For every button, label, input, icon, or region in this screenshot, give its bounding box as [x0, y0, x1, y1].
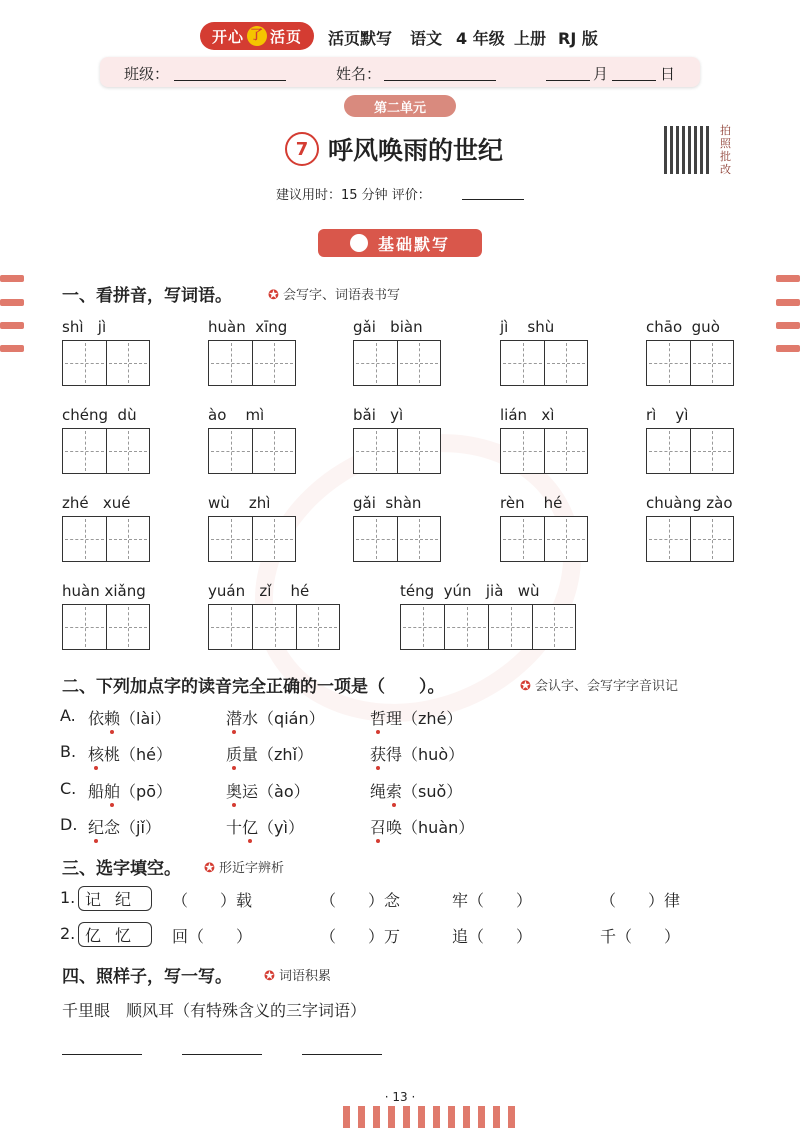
- grid-cell[interactable]: [106, 516, 150, 562]
- pinyin-label: lián xì: [500, 406, 555, 424]
- side-bar: [776, 275, 800, 282]
- grid-cell[interactable]: [690, 340, 734, 386]
- pinyin-label: zhé xué: [62, 494, 131, 512]
- q4-tag: [264, 965, 331, 984]
- grid-cell[interactable]: [252, 428, 296, 474]
- option-word: [88, 706, 171, 729]
- writing-grid[interactable]: [353, 428, 441, 474]
- grid-cell[interactable]: [208, 428, 252, 474]
- word-pinyin: （jǐ）: [120, 818, 161, 837]
- grid-cell[interactable]: [488, 604, 532, 650]
- grid-cell[interactable]: [646, 340, 690, 386]
- option-label[interactable]: D.: [60, 815, 78, 834]
- grid-cell[interactable]: [62, 340, 106, 386]
- q2-tag-text: 会认字、会写字字音识记: [535, 679, 679, 694]
- writing-grid[interactable]: [62, 428, 150, 474]
- grid-cell[interactable]: [544, 516, 588, 562]
- word-pinyin: （suǒ）: [402, 782, 463, 801]
- footer-bar: [463, 1106, 470, 1128]
- word-char: 十: [226, 818, 243, 837]
- writing-grid[interactable]: [62, 516, 150, 562]
- option-word: [370, 706, 462, 729]
- grid-cell[interactable]: [397, 516, 441, 562]
- option-word: [370, 815, 474, 838]
- q3-row2-num: 2.: [60, 924, 76, 943]
- class-field[interactable]: [174, 80, 286, 81]
- option-word: [226, 742, 313, 765]
- q3-title: 三、选字填空。: [62, 859, 181, 879]
- q3-row1-choice: [78, 886, 152, 911]
- grid-cell[interactable]: [500, 516, 544, 562]
- brand-right: 活页: [270, 27, 303, 46]
- pinyin-label: jì shù: [500, 318, 555, 336]
- grid-cell[interactable]: [500, 428, 544, 474]
- word-char: 核: [88, 745, 105, 764]
- timing-text: 建议用时：15 分钟 评价：: [276, 188, 431, 203]
- info-bar: [100, 57, 700, 87]
- side-bar: [776, 345, 800, 352]
- footer-bar: [358, 1106, 365, 1128]
- q4-example: 千里眼 顺风耳（有特殊含义的三字词语）: [62, 1001, 367, 1020]
- word-pinyin: （zhé）: [402, 709, 463, 728]
- option-label[interactable]: B.: [60, 742, 77, 761]
- q1-title: 一、看拼音，写词语。: [62, 286, 232, 306]
- grid-cell[interactable]: [397, 428, 441, 474]
- footer-bar: [448, 1106, 455, 1128]
- pinyin-label: téng yún jià wù: [400, 582, 540, 600]
- lesson-number: 7: [285, 132, 319, 166]
- grid-cell[interactable]: [690, 516, 734, 562]
- pinyin-label: gǎi biàn: [353, 318, 423, 336]
- day-field[interactable]: [612, 80, 656, 81]
- star-icon: ✪: [268, 288, 284, 303]
- grid-cell[interactable]: [208, 516, 252, 562]
- pinyin-label: yuán zǐ hé: [208, 582, 310, 600]
- footer-bar: [373, 1106, 380, 1128]
- grid-cell[interactable]: [532, 604, 576, 650]
- footer-bar: [508, 1106, 515, 1128]
- star-icon: ✪: [264, 969, 280, 984]
- grid-cell[interactable]: [353, 428, 397, 474]
- grid-cell[interactable]: [646, 516, 690, 562]
- fill-blank-item[interactable]: 追（ ）: [452, 927, 533, 946]
- answer-line[interactable]: [302, 1054, 382, 1055]
- option-label[interactable]: C.: [60, 779, 77, 798]
- side-bar: [776, 299, 800, 306]
- grid-cell[interactable]: [208, 340, 252, 386]
- q4-title: 四、照样子，写一写。: [62, 967, 232, 987]
- writing-grid[interactable]: [500, 428, 588, 474]
- grid-cell[interactable]: [500, 340, 544, 386]
- star-icon: ✪: [204, 861, 220, 876]
- pinyin-label: rì yì: [646, 406, 689, 424]
- grid-cell[interactable]: [252, 340, 296, 386]
- word-char: 绳: [370, 782, 387, 801]
- q3-row1-num: 1.: [60, 888, 76, 907]
- pinyin-label: wù zhì: [208, 494, 271, 512]
- fill-blank-item[interactable]: （ ）万: [320, 927, 401, 946]
- grid-cell[interactable]: [106, 428, 150, 474]
- writing-grid[interactable]: [208, 516, 296, 562]
- word-char: 舶: [104, 782, 121, 801]
- q3-tag-text: 形近字辨析: [219, 861, 285, 876]
- grid-cell[interactable]: [353, 340, 397, 386]
- option-word: [88, 742, 172, 765]
- word-char: 质: [226, 745, 243, 764]
- footer-bar: [433, 1106, 440, 1128]
- grid-cell[interactable]: [62, 516, 106, 562]
- writing-grid[interactable]: [62, 340, 150, 386]
- grid-cell[interactable]: [444, 604, 488, 650]
- q2-title: 二、下列加点字的读音完全正确的一项是（ ）。: [62, 677, 445, 697]
- qr-caption: 拍照批改: [720, 124, 731, 176]
- word-pinyin: （ào）: [258, 782, 310, 801]
- grid-cell[interactable]: [252, 604, 296, 650]
- grid-cell[interactable]: [400, 604, 444, 650]
- word-char: 潜: [226, 709, 243, 728]
- grid-cell[interactable]: [544, 340, 588, 386]
- brand-left: 开心: [211, 27, 244, 46]
- word-char: 获: [370, 745, 387, 764]
- word-pinyin: （pō）: [120, 782, 172, 801]
- month-field[interactable]: [546, 80, 590, 81]
- word-char: 纪: [88, 818, 105, 837]
- grid-cell[interactable]: [62, 604, 106, 650]
- word-char: 召: [370, 818, 387, 837]
- timing-line: [276, 184, 431, 203]
- word-char: 哲: [370, 709, 387, 728]
- footer-bar: [388, 1106, 395, 1128]
- q1-tag-text: 会写字、词语表书写: [283, 288, 401, 303]
- writing-grid[interactable]: [646, 340, 734, 386]
- section-badge: [318, 229, 482, 257]
- writing-grid[interactable]: [353, 340, 441, 386]
- star-icon: ✪: [520, 679, 536, 694]
- word-pinyin: （huò）: [402, 745, 465, 764]
- grid-cell[interactable]: [353, 516, 397, 562]
- pinyin-label: ào mì: [208, 406, 265, 424]
- pinyin-label: huàn xīng: [208, 318, 288, 336]
- evaluation-field[interactable]: [462, 199, 524, 200]
- footer-bar: [418, 1106, 425, 1128]
- side-bar: [0, 275, 24, 282]
- section-title: 基础默写: [377, 234, 450, 254]
- grid-cell[interactable]: [106, 604, 150, 650]
- name-label: 姓名：: [336, 65, 382, 83]
- word-char: 得: [386, 745, 403, 764]
- grid-cell[interactable]: [690, 428, 734, 474]
- brand-logo: [200, 22, 314, 50]
- word-char: 唤: [386, 818, 403, 837]
- term-label: 上册: [514, 29, 547, 48]
- pinyin-label: huàn xiǎng: [62, 582, 146, 600]
- word-char: 奥: [226, 782, 243, 801]
- side-bar: [776, 322, 800, 329]
- option-word: [226, 779, 310, 802]
- writing-grid[interactable]: [208, 604, 340, 650]
- day-label: 日: [660, 65, 676, 83]
- writing-grid[interactable]: [646, 516, 734, 562]
- word-pinyin: （lài）: [120, 709, 171, 728]
- option-word: [370, 742, 464, 765]
- word-char: 船: [88, 782, 105, 801]
- q2-tag: [520, 675, 678, 694]
- word-char: 依: [88, 709, 105, 728]
- word-char: 桃: [104, 745, 121, 764]
- month-label: 月: [593, 65, 609, 83]
- grid-cell[interactable]: [252, 516, 296, 562]
- pinyin-label: chuàng zào: [646, 494, 733, 512]
- side-bar: [0, 345, 24, 352]
- writing-grid[interactable]: [208, 340, 296, 386]
- q4-tag-text: 词语积累: [279, 969, 332, 984]
- writing-grid[interactable]: [353, 516, 441, 562]
- footer-bar: [403, 1106, 410, 1128]
- footer-bar: [478, 1106, 485, 1128]
- fill-blank-item[interactable]: （ ）律: [600, 891, 681, 910]
- grid-cell[interactable]: [296, 604, 340, 650]
- side-bar: [0, 322, 24, 329]
- writing-grid[interactable]: [62, 604, 150, 650]
- fill-blank-item[interactable]: （ ）念: [320, 891, 401, 910]
- brand-mark-icon: 了: [247, 26, 267, 46]
- fill-blank-item[interactable]: 回（ ）: [172, 927, 253, 946]
- option-label[interactable]: A.: [60, 706, 76, 725]
- writing-grid[interactable]: [646, 428, 734, 474]
- choice-box: 亿忆: [78, 922, 152, 947]
- word-pinyin: （hé）: [120, 745, 173, 764]
- word-char: 赖: [104, 709, 121, 728]
- fill-blank-item[interactable]: 牢（ ）: [452, 891, 533, 910]
- q3-tag: [204, 857, 284, 876]
- word-pinyin: （zhǐ）: [258, 745, 314, 764]
- choice-box: 记纪: [78, 886, 152, 911]
- pinyin-label: shì jì: [62, 318, 107, 336]
- word-char: 索: [386, 782, 403, 801]
- grade-label: 4 年级: [456, 29, 505, 48]
- grid-cell[interactable]: [208, 604, 252, 650]
- pinyin-label: chāo guò: [646, 318, 720, 336]
- lesson-title: 呼风唤雨的世纪: [328, 136, 504, 165]
- word-char: 水: [242, 709, 259, 728]
- grid-cell[interactable]: [106, 340, 150, 386]
- pinyin-label: gǎi shàn: [353, 494, 422, 512]
- pinyin-label: rèn hé: [500, 494, 563, 512]
- footer-bar: [493, 1106, 500, 1128]
- word-char: 亿: [242, 818, 259, 837]
- q3-row2-choice: [78, 922, 152, 947]
- writing-grid[interactable]: [400, 604, 576, 650]
- pinyin-label: chéng dù: [62, 406, 137, 424]
- series-label: 活页默写: [328, 29, 393, 48]
- writing-grid[interactable]: [500, 340, 588, 386]
- name-field[interactable]: [384, 80, 496, 81]
- footer-bars: [343, 1106, 515, 1128]
- subject-label: 语文: [410, 29, 443, 48]
- grid-cell[interactable]: [62, 428, 106, 474]
- page-number: · 13 ·: [384, 1090, 416, 1104]
- q1-tag: [268, 284, 400, 303]
- footer-bar: [343, 1106, 350, 1128]
- word-char: 量: [242, 745, 259, 764]
- answer-line[interactable]: [182, 1054, 262, 1055]
- magnifier-icon: [350, 234, 368, 252]
- grid-cell[interactable]: [397, 340, 441, 386]
- answer-line[interactable]: [62, 1054, 142, 1055]
- word-char: 运: [242, 782, 259, 801]
- unit-badge: 第二单元: [344, 95, 456, 117]
- word-char: 念: [104, 818, 121, 837]
- grid-cell[interactable]: [646, 428, 690, 474]
- fill-blank-item[interactable]: 千（ ）: [600, 927, 681, 946]
- qr-code-icon[interactable]: [664, 126, 712, 174]
- side-bar: [0, 299, 24, 306]
- option-word: [226, 706, 325, 729]
- word-pinyin: （huàn）: [402, 818, 475, 837]
- option-word: [226, 815, 304, 838]
- word-pinyin: （yì）: [258, 818, 304, 837]
- word-pinyin: （qián）: [258, 709, 325, 728]
- option-word: [370, 779, 462, 802]
- pinyin-label: bǎi yì: [353, 406, 404, 424]
- fill-blank-item[interactable]: （ ）载: [172, 891, 253, 910]
- option-word: [88, 779, 172, 802]
- grid-cell[interactable]: [544, 428, 588, 474]
- writing-grid[interactable]: [500, 516, 588, 562]
- option-word: [88, 815, 161, 838]
- class-label: 班级：: [124, 65, 170, 83]
- writing-grid[interactable]: [208, 428, 296, 474]
- word-char: 理: [386, 709, 403, 728]
- edition-label: RJ 版: [558, 29, 598, 48]
